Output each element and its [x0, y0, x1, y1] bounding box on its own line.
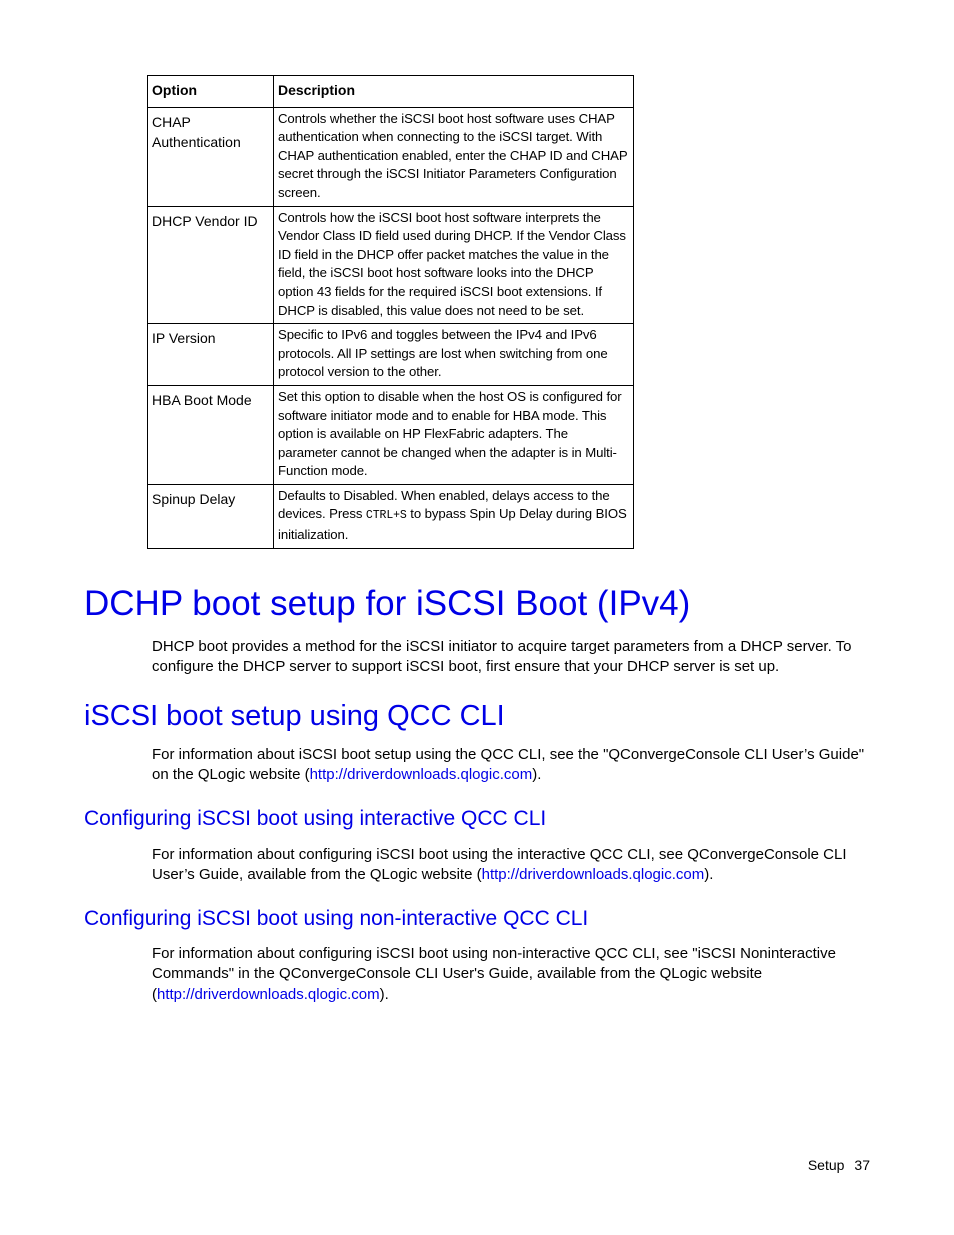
page-footer — [808, 1157, 870, 1173]
option-cell: DHCP Vendor ID — [148, 206, 274, 324]
body-text: ). — [704, 866, 714, 884]
description-cell: Set this option to disable when the host OS is configured for software initiator mode and to enable for HBA mode. This option is available on HP FlexFabric adapters. The parameter cannot be changed when the adapter is in Multi-Function mode. — [274, 385, 634, 484]
column-header-option: Option — [148, 76, 274, 108]
option-cell: IP Version — [148, 324, 274, 386]
driverdownloads-link[interactable]: http://driverdownloads.qlogic.com — [157, 985, 380, 1003]
description-cell: Controls how the iSCSI boot host software interprets the Vendor Class ID field used during DHCP. If the Vendor Class ID field in the DHCP offer packet matches the value in the field, the iSCSI boot host software looks into the DHCP option 43 fields for the required iSCSI boot extensions. If DHCP is disabled, this value does not need to be set. — [274, 206, 634, 324]
section-heading-dhcp-boot: DCHP boot setup for iSCSI Boot (IPv4) — [84, 584, 691, 623]
body-text: For information about configuring iSCSI boot using non-interactive QCC CLI, see "iSCSI Noninteractive Commands" in the QConvergeConsole CLI User's Guide, available from the QLogic website ( — [152, 945, 836, 1003]
description-cell: Controls whether the iSCSI boot host software uses CHAP authentication when connecting to the iSCSI target. With CHAP authentication enabled, enter the CHAP ID and CHAP secret through the iSCSI Initiator Parameters Configuration screen. — [274, 107, 634, 206]
option-cell: CHAP Authentication — [148, 107, 274, 206]
table-row — [148, 385, 634, 484]
column-header-description: Description — [274, 76, 634, 108]
key-combination: CTRL+S — [365, 509, 407, 523]
options-table — [147, 75, 634, 549]
body-text: ). — [379, 985, 389, 1003]
driverdownloads-link[interactable]: http://driverdownloads.qlogic.com — [481, 866, 705, 884]
table-row — [148, 484, 634, 548]
footer-section-name: Setup — [807, 1157, 845, 1173]
section-heading-noninteractive-cli: Configuring iSCSI boot using non-interactive QCC CLI — [84, 907, 589, 930]
table-header-row — [148, 76, 634, 108]
option-cell: HBA Boot Mode — [148, 385, 274, 484]
section-body-qcc-cli — [152, 745, 874, 786]
description-cell: Specific to IPv6 and toggles between the IPv4 and IPv6 protocols. All IP settings are lost when switching from one protocol version to the other. — [274, 324, 634, 386]
body-text: For information about iSCSI boot setup using the QCC CLI, see the "QConvergeConsole CLI User’s Guide" on the QLogic website ( — [152, 746, 865, 784]
section-heading-qcc-cli: iSCSI boot setup using QCC CLI — [84, 700, 505, 732]
description-text: Defaults to Disabled. When enabled, delays access to the devices. Press — [278, 487, 610, 522]
option-cell: Spinup Delay — [148, 484, 274, 548]
section-body-noninteractive-cli — [152, 944, 874, 1005]
section-body-dhcp-boot: DHCP boot provides a method for the iSCSI initiator to acquire target parameters from a DHCP server. To configure the DHCP server to support iSCSI boot, first ensure that your DHCP server is set up. — [152, 638, 852, 676]
driverdownloads-link[interactable]: http://driverdownloads.qlogic.com — [309, 766, 533, 784]
body-text: ). — [532, 766, 542, 784]
section-body-interactive-cli — [152, 845, 874, 886]
table-row — [148, 107, 634, 206]
description-text: to bypass Spin Up Delay during BIOS initialization. — [278, 506, 627, 543]
body-text: For information about configuring iSCSI boot using the interactive QCC CLI, see QConvergeConsole CLI User’s Guide, available from the QLogic website ( — [152, 846, 847, 884]
section-heading-interactive-cli: Configuring iSCSI boot using interactive QCC CLI — [84, 807, 547, 830]
page-number: 37 — [854, 1157, 870, 1173]
description-cell — [274, 484, 634, 548]
table-row — [148, 324, 634, 386]
table-row — [148, 206, 634, 324]
